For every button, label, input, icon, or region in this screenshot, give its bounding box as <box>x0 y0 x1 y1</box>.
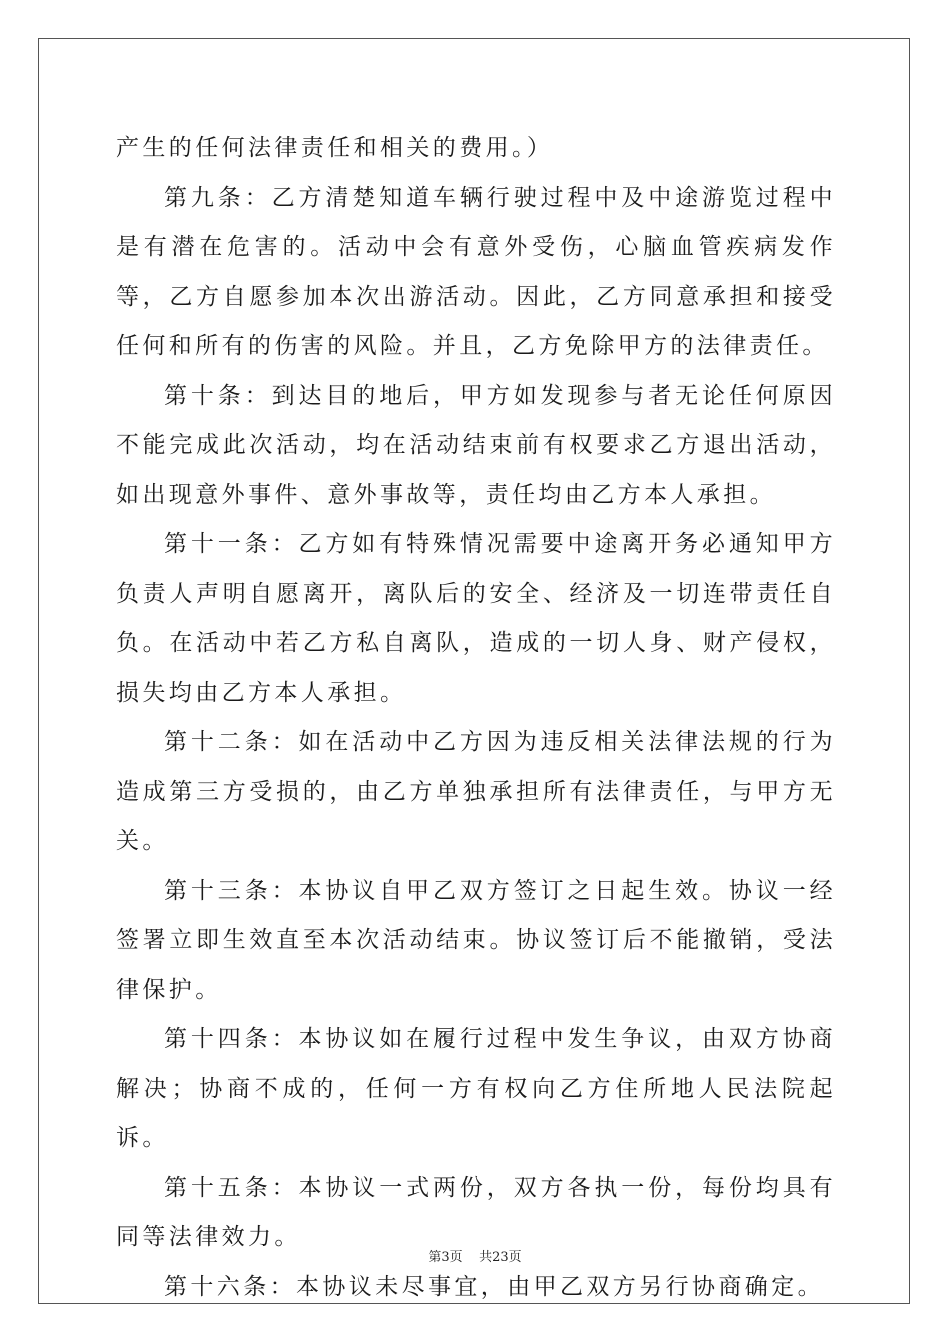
page-number: 第3页 <box>428 1250 463 1265</box>
article-16: 第十六条：本协议未尽事宜，由甲乙双方另行协商确定。 <box>164 1273 824 1300</box>
article-12: 第十二条：如在活动中乙方因为违反相关法律法规的行为造成第三方受损的，由乙方单独承担所有法律责任，与甲方无关。 <box>116 729 836 854</box>
paragraph-continuation: 产生的任何法律责任和相关的费用。） <box>116 135 554 161</box>
page-footer <box>0 1246 950 1265</box>
document-body <box>116 124 836 1312</box>
total-pages: 共23页 <box>479 1250 522 1265</box>
article-10: 第十条：到达目的地后，甲方如发现参与者无论任何原因不能完成此次活动，均在活动结束前有权要求乙方退出活动，如出现意外事件、意外事故等，责任均由乙方本人承担。 <box>116 382 836 508</box>
article-13: 第十三条：本协议自甲乙双方签订之日起生效。协议一经签署立即生效直至本次活动结束。协议签订后不能撤销，受法律保护。 <box>116 877 836 1003</box>
article-11: 第十一条：乙方如有特殊情况需要中途离开务必通知甲方负责人声明自愿离开，离队后的安全、经济及一切连带责任自负。在活动中若乙方私自离队，造成的一切人身、财产侵权，损失均由乙方本人承担。 <box>116 531 836 706</box>
article-15: 第十五条：本协议一式两份，双方各执一份，每份均具有同等法律效力。 <box>116 1174 836 1250</box>
article-14: 第十四条：本协议如在履行过程中发生争议，由双方协商解决；协商不成的，任何一方有权向乙方住所地人民法院起诉。 <box>116 1026 836 1151</box>
article-9: 第九条：乙方清楚知道车辆行驶过程中及中途游览过程中是有潜在危害的。活动中会有意外受伤，心脑血管疾病发作等，乙方自愿参加本次出游活动。因此，乙方同意承担和接受任何和所有的伤害的风险。并且，乙方免除甲方的法律责任。 <box>116 184 836 359</box>
